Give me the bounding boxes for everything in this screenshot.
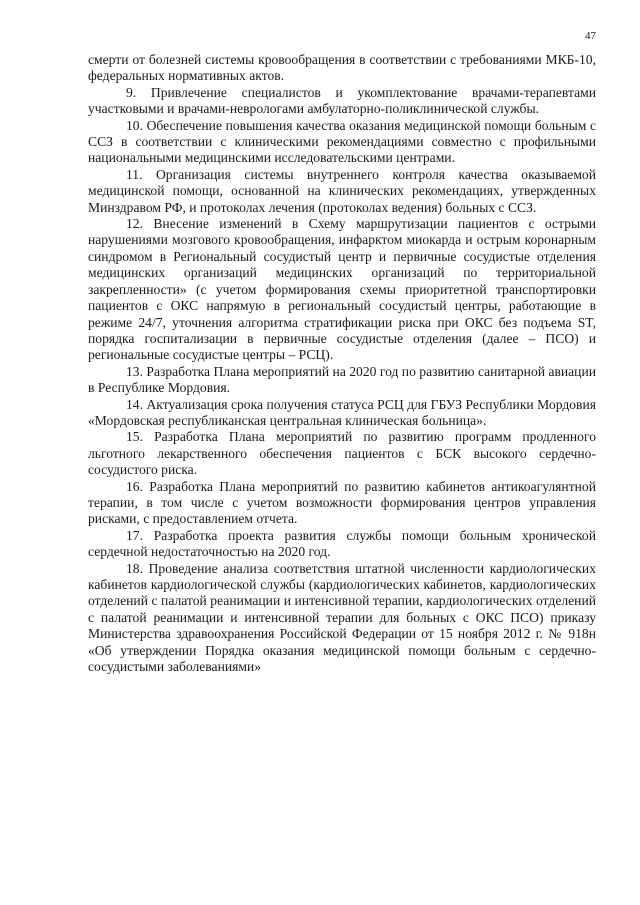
paragraph-item-18: 18. Проведение анализа соответствия штатной численности кардиологических кабинетов кардиологической службы (кардиологических кабинетов, кардиологических отделений с палатой реанимации и интенсивной терапии, кардиологических отделений с палатой реанимации и интенсивной терапии для больных с ОКС ПСО) приказу Министерства здравоохранения Российской Федерации от 15 ноября 2012 г. № 918н «Об утверждении Порядка оказания медицинской помощи больным с сердечно-сосудистыми заболеваниями» (88, 560, 596, 675)
paragraph-item-10: 10. Обеспечение повышения качества оказания медицинской помощи больным с ССЗ в соответствии с клиническими рекомендациями совместно с профильными национальными медицинскими исследовательскими центрами. (88, 117, 596, 166)
paragraph-item-14: 14. Актуализация срока получения статуса РСЦ для ГБУЗ Республики Мордовия «Мордовская республиканская центральная клиническая больница». (88, 396, 596, 428)
paragraph-item-15: 15. Разработка Плана мероприятий по развитию программ продленного льготного лекарственного обеспечения пациентов с БСК высокого сердечно-сосудистого риска. (88, 429, 596, 478)
paragraph-continuation: смерти от болезней системы кровообращения в соответствии с требованиями МКБ-10, федеральных нормативных актов. (88, 52, 596, 84)
paragraph-item-11: 11. Организация системы внутреннего контроля качества оказываемой медицинской помощи, основанной на клинических рекомендациях, утвержденных Минздравом РФ, и протоколах лечения (протоколах ведения) больных с ССЗ. (88, 166, 596, 215)
paragraph-item-17: 17. Разработка проекта развития службы помощи больным хронической сердечной недостаточностью на 2020 год. (88, 527, 596, 560)
paragraph-item-9: 9. Привлечение специалистов и укомплектование врачами-терапевтами участковыми и врачами-неврологами амбулаторно-поликлинической службы. (88, 84, 596, 117)
paragraph-item-12: 12. Внесение изменений в Схему маршрутизации пациентов с острыми нарушениями мозгового кровообращения, инфарктом миокарда и острым коронарным синдромом в Региональный сосудистый центр и первичные сосудистые отделения медицинских организаций медицинских организаций по территориальной закрепленности» (с учетом формирования схемы приоритетной транспортировки пациентов с ОКС напрямую в региональный сосудистый центры, работающие в режиме 24/7, уточнения алгоритма стратификации риска при ОКС без подъема ST, порядка госпитализации в первичные сосудистые отделения (далее – ПСО) и региональные сосудистые центры – РСЦ). (88, 216, 596, 363)
paragraph-item-13: 13. Разработка Плана мероприятий на 2020 год по развитию санитарной авиации в Республике Мордовия. (88, 363, 596, 396)
paragraph-item-16: 16. Разработка Плана мероприятий по развитию кабинетов антикоагулянтной терапии, в том числе с учетом возможности формирования центров управления рисками, с предоставлением отчета. (88, 478, 596, 527)
page-number: 47 (585, 30, 596, 42)
